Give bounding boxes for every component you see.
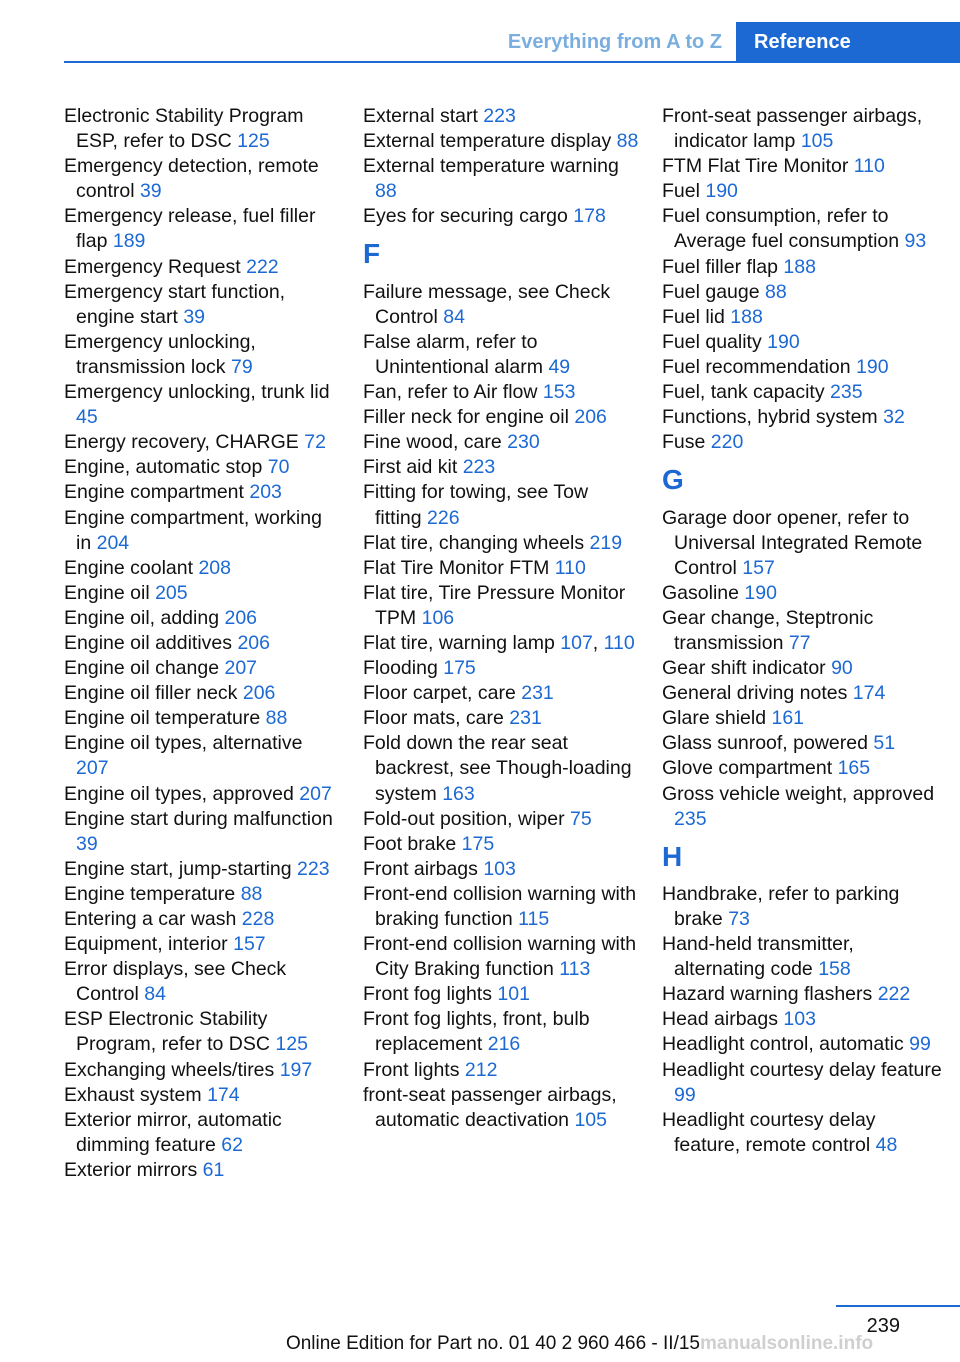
index-entry-text: Fuse <box>662 431 711 454</box>
index-entry <box>363 1007 639 1057</box>
page-ref-link[interactable]: 39 <box>183 305 206 328</box>
index-entry-text: First aid kit <box>363 456 463 479</box>
page-header <box>0 0 960 66</box>
index-entry <box>363 807 639 832</box>
index-entry-text: Functions, hybrid system <box>662 406 884 429</box>
index-entry-text: Engine oil types, alternative <box>64 732 303 755</box>
index-entry <box>64 907 340 932</box>
index-entry-text: Equipment, interior <box>64 933 234 956</box>
index-entry <box>363 982 639 1007</box>
page-ref-link[interactable]: 153 <box>542 381 576 404</box>
index-entry <box>64 882 340 907</box>
index-entry <box>64 1007 340 1057</box>
index-entry <box>64 706 340 731</box>
index-entry-text: Fine wood, care <box>363 431 508 454</box>
index-entry <box>662 380 942 405</box>
page-ref-link[interactable]: 125 <box>237 130 270 153</box>
page-ref-link[interactable]: 39 <box>139 180 162 203</box>
index-entry <box>662 255 942 280</box>
page-ref-link[interactable]: 88 <box>240 882 263 905</box>
index-entry <box>64 606 340 631</box>
page-ref-link[interactable]: 125 <box>275 1033 308 1056</box>
index-entry-text: Gear shift indicator <box>662 657 832 680</box>
footer-divider <box>836 1305 960 1307</box>
page-ref-link[interactable]: 161 <box>771 707 805 730</box>
index-entry-text: Front-seat passenger airbags, indicator lamp <box>662 105 923 153</box>
page-ref-link[interactable]: 70 <box>267 456 290 479</box>
index-entry <box>662 782 942 832</box>
index-entry-text: Emergency release, fuel filler flap <box>64 205 316 253</box>
index-entry-text: Front lights <box>363 1058 465 1081</box>
index-entry <box>662 430 942 455</box>
index-entry-text: Front airbags <box>363 857 484 880</box>
index-entry <box>662 656 942 681</box>
index-entry <box>363 556 639 581</box>
page-ref-link[interactable]: 205 <box>155 581 188 604</box>
index-entry <box>363 581 639 631</box>
page-ref-link[interactable]: 45 <box>76 406 98 429</box>
index-entry <box>662 330 942 355</box>
index-entry-text: Fuel consumption, refer to Average fuel consumption <box>662 205 905 253</box>
page-ref-link[interactable]: 62 <box>221 1133 243 1156</box>
page-ref-link[interactable]: 165 <box>837 757 871 780</box>
index-entry <box>64 330 340 380</box>
index-entry-text: Head airbags <box>662 1008 784 1031</box>
page-ref-link[interactable]: 113 <box>559 958 591 981</box>
page-ref-link[interactable]: 219 <box>589 531 623 554</box>
index-letter-heading: F <box>363 238 381 270</box>
index-entry-text: Emergency Request <box>64 255 247 278</box>
index-entry <box>662 581 942 606</box>
index-entry-text: Failure message, see Check Control <box>363 280 611 328</box>
index-entry-text: Hazard warning flashers <box>662 983 878 1006</box>
index-entry-text: Gross vehicle weight, approved <box>662 782 935 805</box>
index-entry-text: Front-end collision warning with braking function <box>363 882 637 930</box>
page-ref-link[interactable]: 175 <box>461 832 495 855</box>
index-entry-text: Glove compartment <box>662 757 838 780</box>
page-ref-link[interactable]: 188 <box>783 255 816 278</box>
index-entry <box>64 255 340 280</box>
index-entry-text: Flat tire, changing wheels <box>363 531 590 554</box>
index-entry-text: Error displays, see Check Control <box>64 958 287 1006</box>
index-entry-text: Fuel, tank capacity <box>662 381 830 404</box>
index-entry <box>363 857 639 882</box>
index-letter-heading: G <box>662 464 684 496</box>
online-edition-note: Online Edition for Part no. 01 40 2 960 466 - II/15 <box>285 1333 700 1354</box>
index-entry <box>662 1058 942 1108</box>
index-entry <box>64 1083 340 1108</box>
index-entry-text: Fuel <box>662 180 706 203</box>
index-entry-text: Fold down the rear seat backrest, see Though-loading system <box>363 732 632 805</box>
page-ref-link[interactable]: 174 <box>852 682 886 705</box>
index-entry <box>662 1032 942 1057</box>
index-entry <box>363 104 639 129</box>
index-entry <box>662 154 942 179</box>
page-ref-link[interactable]: 223 <box>483 105 516 127</box>
index-entry <box>64 857 340 882</box>
page-ref-link[interactable]: 49 <box>548 355 571 378</box>
page-ref-link[interactable]: 230 <box>507 431 540 454</box>
index-entry <box>363 932 639 982</box>
index-entry <box>363 455 639 480</box>
index-entry-text: Flooding <box>363 657 444 680</box>
index-entry-text: General driving notes <box>662 682 853 705</box>
index-entry-text: Front-end collision warning with City Braking function <box>363 933 637 981</box>
index-entry <box>363 832 639 857</box>
index-entry-text: Flat tire, Tire Pressure Monitor TPM <box>363 581 626 629</box>
index-entry-text: Exterior mirrors <box>64 1158 203 1181</box>
page-ref-link[interactable]: 204 <box>96 531 130 554</box>
page-ref-link[interactable]: 190 <box>705 180 738 203</box>
page-ref-link[interactable]: 110 <box>603 631 635 654</box>
page-ref-link[interactable]: 106 <box>421 606 455 629</box>
index-entry <box>64 380 340 430</box>
index-entry <box>662 606 942 656</box>
index-entry <box>64 731 340 781</box>
index-entry-text: front-seat passenger airbags, automatic deactivation <box>363 1083 617 1131</box>
page-ref-link[interactable]: 235 <box>830 381 863 404</box>
page-ref-link[interactable]: 93 <box>904 230 927 253</box>
index-entry <box>64 631 340 656</box>
index-entry-text: Fold-out position, wiper <box>363 807 571 830</box>
index-entry <box>662 731 942 756</box>
index-entry-text: Engine compartment, working in <box>64 506 322 554</box>
page-ref-link[interactable]: 206 <box>242 682 276 705</box>
index-entry-text: Flat Tire Monitor FTM <box>363 556 555 579</box>
index-entry-text: Foot brake <box>363 832 462 855</box>
page-ref-link[interactable]: 77 <box>788 631 811 654</box>
index-entry <box>363 204 639 229</box>
index-column-2 <box>363 104 639 1133</box>
index-entry <box>64 556 340 581</box>
index-column-3 <box>662 104 942 1158</box>
index-entry-text: External temperature warning <box>363 155 619 178</box>
page-ref-link[interactable]: 188 <box>730 305 763 328</box>
index-column-1 <box>64 104 340 1183</box>
page-ref-link[interactable]: 110 <box>853 155 885 178</box>
index-entry-text: Emergency start function, engine start <box>64 280 286 328</box>
index-entry-text: FTM Flat Tire Monitor <box>662 155 854 178</box>
index-entry-text: Fan, refer to Air flow <box>363 381 543 404</box>
index-entry <box>64 681 340 706</box>
page-ref-link[interactable]: 110 <box>554 556 586 579</box>
index-entry <box>64 957 340 1007</box>
index-entry-text: Electronic Stability Program ESP, refer to DSC <box>64 105 304 153</box>
index-entry <box>363 380 639 405</box>
index-entry <box>64 581 340 606</box>
index-entry-text: Gasoline <box>662 581 745 604</box>
index-entry-text: Floor carpet, care <box>363 682 522 705</box>
index-entry-text: Engine compartment <box>64 481 250 504</box>
page-ref-link[interactable]: 84 <box>144 983 166 1006</box>
page-ref-link[interactable]: 75 <box>570 807 592 830</box>
page-ref-link[interactable]: 208 <box>198 556 231 579</box>
index-entry <box>363 129 639 154</box>
index-entry <box>662 355 942 380</box>
index-entry-text: Fuel recommendation <box>662 355 857 378</box>
page-ref-link[interactable]: 73 <box>728 908 750 930</box>
index-entry-text: Exchanging wheels/tires <box>64 1058 280 1081</box>
page-ref-link[interactable]: 88 <box>265 707 288 730</box>
index-entry <box>662 1007 942 1032</box>
index-entry-text: Floor mats, care <box>363 707 510 730</box>
page-ref-link[interactable]: 88 <box>616 130 639 153</box>
page-ref-link[interactable]: 163 <box>442 782 475 805</box>
index-entry-text: Exhaust system <box>64 1083 208 1106</box>
index-entry <box>662 706 942 731</box>
index-entry <box>64 280 340 330</box>
index-entry-text: Engine oil types, approved <box>64 782 300 805</box>
page-ref-link[interactable]: 72 <box>304 431 326 454</box>
page-ref-link[interactable]: 84 <box>443 305 465 328</box>
page-ref-link[interactable]: 212 <box>464 1058 498 1081</box>
index-entry-text: Front fog lights, front, bulb replacement <box>363 1008 590 1056</box>
page-ref-link[interactable]: 228 <box>241 908 275 930</box>
page-ref-link[interactable]: 190 <box>767 330 800 353</box>
index-entry <box>64 104 340 154</box>
index-entry-text: ESP Electronic Stability Program, refer to DSC <box>64 1008 276 1056</box>
page-ref-link[interactable]: 207 <box>299 782 332 805</box>
index-entry-text: Entering a car wash <box>64 908 242 930</box>
index-entry-text: Emergency unlocking, transmission lock <box>64 330 256 378</box>
index-entry-text: Engine oil <box>64 581 156 604</box>
index-entry <box>363 706 639 731</box>
index-entry-text: Emergency unlocking, trunk lid <box>64 381 330 404</box>
index-entry <box>662 882 942 932</box>
index-entry <box>662 179 942 204</box>
index-entry-text: Fuel lid <box>662 305 731 328</box>
page-ref-link[interactable]: 223 <box>297 857 330 880</box>
header-divider <box>64 61 960 63</box>
index-entry-text: Glare shield <box>662 707 772 730</box>
page-ref-link[interactable]: 206 <box>574 406 607 429</box>
page-ref-link[interactable]: 107 <box>560 631 593 654</box>
index-entry-text: Filler neck for engine oil <box>363 406 575 429</box>
page-ref-link[interactable]: 99 <box>909 1033 931 1056</box>
page-ref-link[interactable]: 189 <box>112 230 146 253</box>
index-entry-text: Headlight control, automatic <box>662 1033 910 1056</box>
index-entry-text: Engine oil, adding <box>64 606 225 629</box>
index-entry-text: Engine temperature <box>64 882 241 905</box>
page-ref-link[interactable]: 222 <box>246 255 279 278</box>
index-entry-text: External start <box>363 105 484 127</box>
index-entry <box>662 681 942 706</box>
page-ref-link[interactable]: 220 <box>710 431 744 454</box>
index-entry-text: Gear change, Steptronic transmission <box>662 606 874 654</box>
page-ref-link[interactable]: 157 <box>233 933 266 956</box>
index-entry <box>363 330 639 380</box>
page-ref-link[interactable]: 61 <box>202 1158 225 1181</box>
index-entry-text: False alarm, refer to Unintentional alarm <box>363 330 549 378</box>
index-entry <box>363 430 639 455</box>
index-entry-text: Engine coolant <box>64 556 199 579</box>
index-entry <box>363 405 639 430</box>
page-ref-link[interactable]: 157 <box>742 556 775 579</box>
page-ref-link[interactable]: 105 <box>574 1108 607 1131</box>
index-entry-text: Energy recovery, CHARGE <box>64 431 305 454</box>
index-entry-text: Fitting for towing, see Tow fitting <box>363 481 589 529</box>
page-ref-link[interactable]: 216 <box>487 1033 521 1056</box>
index-entry <box>363 280 639 330</box>
index-entry <box>363 1083 639 1133</box>
index-entry <box>64 506 340 556</box>
index-entry <box>64 807 340 857</box>
page-ref-link[interactable]: 39 <box>76 832 98 855</box>
page-ref-link[interactable]: 79 <box>230 355 253 378</box>
page-ref-link[interactable]: 197 <box>279 1058 313 1081</box>
index-entry-text: Headlight courtesy delay feature, remote control <box>662 1108 876 1156</box>
page-ref-link[interactable]: 158 <box>818 958 851 981</box>
index-entry <box>64 1158 340 1183</box>
index-entry <box>363 154 639 204</box>
index-entry <box>662 756 942 781</box>
index-entry <box>662 1108 942 1158</box>
index-entry-text: Engine, automatic stop <box>64 456 268 479</box>
index-entry-text: Engine oil temperature <box>64 707 266 730</box>
index-entry <box>662 932 942 982</box>
index-entry <box>64 480 340 505</box>
page-ref-link[interactable]: 190 <box>856 355 889 378</box>
index-entry-text: Engine start during malfunction <box>64 807 333 830</box>
page-ref-link[interactable]: 174 <box>207 1083 240 1106</box>
page-ref-link[interactable]: 115 <box>518 908 550 930</box>
index-entry <box>363 656 639 681</box>
index-entry-text: Hand-held transmitter, alternating code <box>662 933 854 981</box>
index-entry <box>64 932 340 957</box>
index-entry <box>363 882 639 932</box>
page-ref-link[interactable]: 203 <box>249 481 282 504</box>
index-entry-text: Handbrake, refer to parking brake <box>662 882 900 930</box>
page-ref-link[interactable]: 207 <box>224 657 258 680</box>
index-entry-text: Engine oil change <box>64 657 225 680</box>
index-entry <box>64 154 340 204</box>
page-number: 239 <box>866 1315 900 1337</box>
page-ref-link[interactable]: 103 <box>783 1008 816 1031</box>
index-entry <box>363 531 639 556</box>
index-entry-text: Eyes for securing cargo <box>363 205 574 228</box>
index-entry-text: Engine oil additives <box>64 631 238 654</box>
index-entry-text: Glass sunroof, powered <box>662 732 874 755</box>
page-ref-link[interactable]: 206 <box>237 631 270 654</box>
index-entry <box>64 455 340 480</box>
page-ref-link[interactable]: 101 <box>497 983 530 1006</box>
index-entry <box>64 1058 340 1083</box>
watermark: manualsonline.info <box>700 1333 874 1354</box>
page-ref-link[interactable]: 88 <box>765 280 787 303</box>
index-entry <box>662 506 942 581</box>
index-entry-text: Engine oil filler neck <box>64 682 243 705</box>
page-ref-link[interactable]: 88 <box>375 180 397 203</box>
index-entry-text: Garage door opener, refer to Universal Integrated Remote Control <box>662 506 923 579</box>
page-ref-link[interactable]: 206 <box>224 606 258 629</box>
page-ref-link[interactable]: 207 <box>76 757 109 780</box>
index-entry-text: Engine start, jump-starting <box>64 857 298 880</box>
index-entry <box>363 1058 639 1083</box>
index-entry <box>662 204 942 254</box>
index-entry <box>662 104 942 154</box>
page-ref-link[interactable]: 51 <box>873 732 896 755</box>
index-entry <box>64 430 340 455</box>
page-ref-link[interactable]: 48 <box>875 1133 898 1156</box>
index-entry <box>363 681 639 706</box>
index-entry-text: External temperature display <box>363 130 617 153</box>
page-ref-link[interactable]: 105 <box>800 130 834 153</box>
section-title: Everything from A to Z <box>507 31 722 53</box>
page-ref-link[interactable]: 32 <box>883 406 905 429</box>
page-ref-link[interactable]: 226 <box>427 506 460 529</box>
index-entry-text: Fuel filler flap <box>662 255 784 278</box>
page-ref-link[interactable]: 99 <box>674 1083 696 1106</box>
index-entry <box>662 305 942 330</box>
page-ref-link[interactable]: 175 <box>443 657 476 680</box>
index-entry-text: Emergency detection, remote control <box>64 155 319 203</box>
index-entry-text: Exterior mirror, automatic dimming feature <box>64 1108 282 1156</box>
tab-reference[interactable]: Reference <box>736 22 960 62</box>
page-ref-link[interactable]: 178 <box>573 205 606 228</box>
index-entry-text: Front fog lights <box>363 983 498 1006</box>
index-entry-text: Fuel quality <box>662 330 768 353</box>
index-entry-text: Fuel gauge <box>662 280 765 303</box>
index-entry-text: Flat tire, warning lamp <box>363 631 561 654</box>
index-entry-text: Headlight courtesy delay feature <box>662 1058 942 1081</box>
index-entry <box>64 782 340 807</box>
page-ref-link[interactable]: 223 <box>462 456 496 479</box>
page-ref-link[interactable]: 231 <box>521 682 554 705</box>
index-letter-heading: H <box>662 840 683 872</box>
page-ref-link[interactable]: 222 <box>877 983 911 1006</box>
index-entry <box>64 656 340 681</box>
page-ref-link[interactable]: 103 <box>483 857 516 880</box>
index-entry <box>64 1108 340 1158</box>
page-ref-link[interactable]: 190 <box>744 581 777 604</box>
page-ref-link[interactable]: 235 <box>674 807 707 830</box>
index-entry <box>363 480 639 530</box>
index-entry <box>363 631 639 656</box>
page-ref-link[interactable]: 231 <box>509 707 542 730</box>
index-entry <box>662 405 942 430</box>
index-entry <box>662 280 942 305</box>
page-ref-link[interactable]: 90 <box>831 657 853 680</box>
index-entry <box>64 204 340 254</box>
page-ref-separator: , <box>592 631 604 654</box>
index-entry <box>363 731 639 806</box>
index-entry <box>662 982 942 1007</box>
